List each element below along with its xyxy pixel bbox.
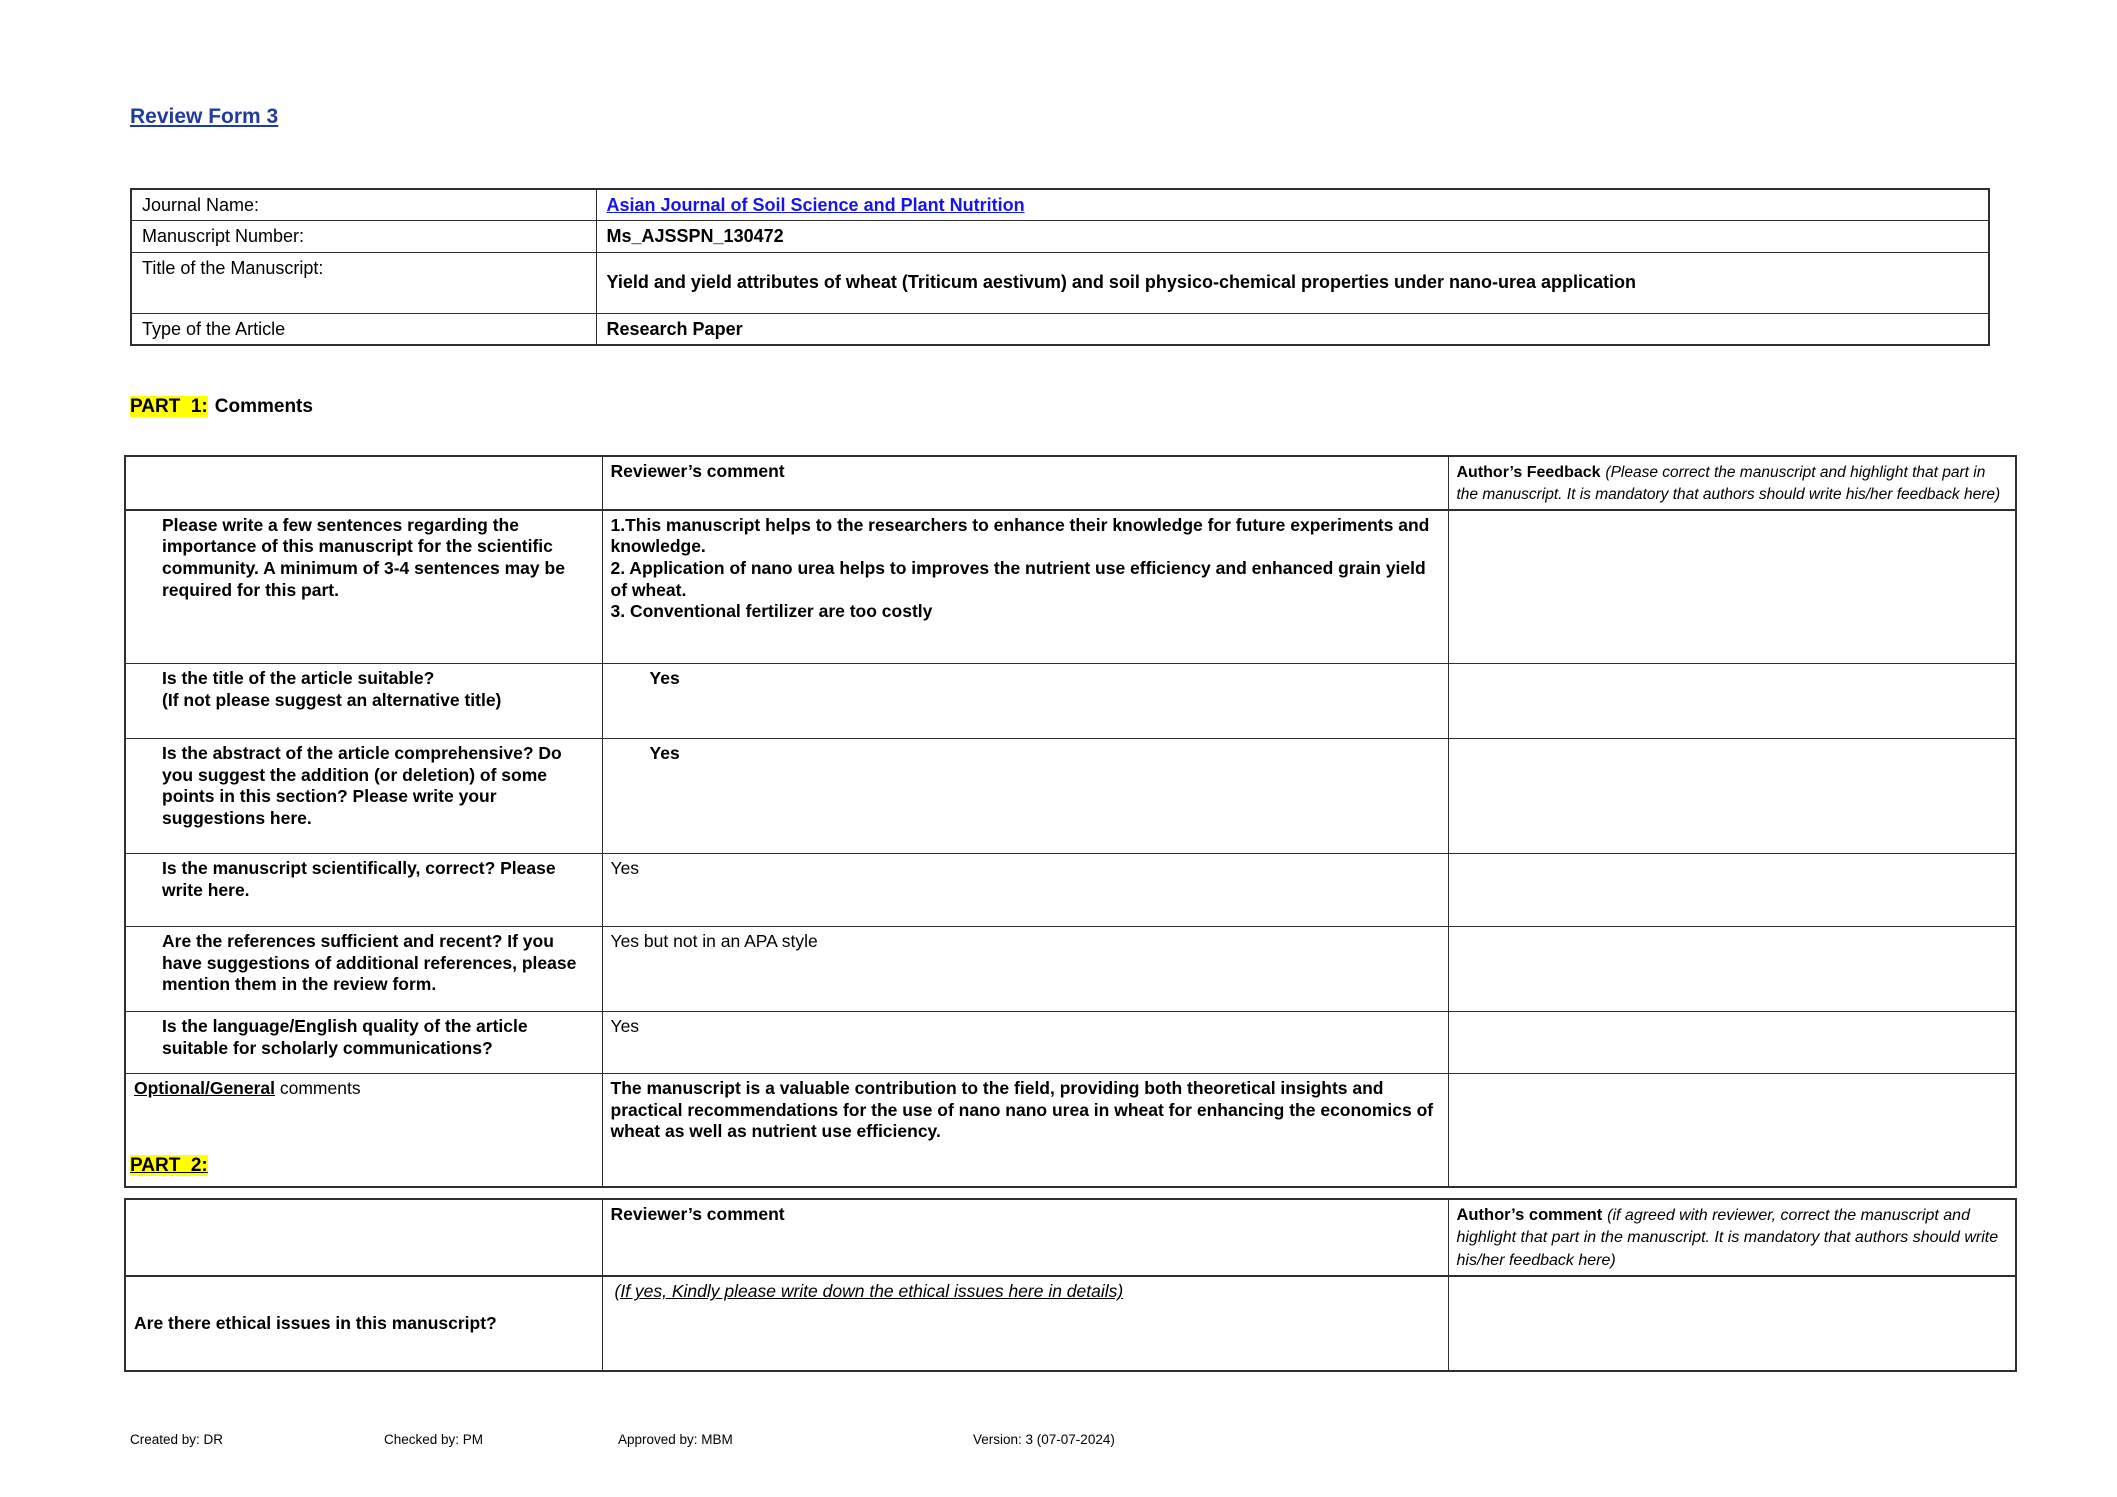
scientifically-correct-author-feedback-cell [1448,854,2016,927]
manuscript-title-value: Yield and yield attributes of wheat (Triticum aestivum) and soil physico-chemical properties under nano-urea application [596,252,1989,313]
language-quality-author-feedback-cell [1448,1012,2016,1074]
part1-header-empty-cell [125,456,602,510]
part1-author-feedback-header: Author’s Feedback (Please correct the manuscript and highlight that part in the manuscript. It is mandatory that authors should write his/her feedback here) [1448,456,2016,510]
part1-heading-suffix: Comments [214,396,313,417]
journal-name-label: Journal Name: [131,189,596,221]
part2-header-row [125,1199,2016,1276]
journal-name-value [596,189,1989,221]
page-title: Review Form 3 [130,105,279,128]
part2-table [124,1198,2017,1372]
ethical-issues-author-comment-cell [1448,1276,2016,1371]
references-question: Are the references sufficient and recent? If you have suggestions of additional references, please mention them in the review form. [125,927,602,1012]
ethical-issues-question: Are there ethical issues in this manuscript? [125,1276,602,1371]
manuscript-number-label: Manuscript Number: [131,221,596,252]
manuscript-number-value: Ms_AJSSPN_130472 [596,221,1989,252]
manuscript-number-row [131,221,1989,252]
language-quality-answer: Yes [602,1012,1448,1074]
ethical-issues-reviewer-cell: (If yes, Kindly please write down the ethical issues here in details) [602,1276,1448,1371]
ethical-issues-row [125,1276,2016,1371]
title-suitable-answer: Yes [602,664,1448,739]
scientifically-correct-question: Is the manuscript scientifically, correct? Please write here. [125,854,602,927]
abstract-author-feedback-cell [1448,739,2016,854]
part1-header-row [125,456,2016,510]
manuscript-title-row [131,252,1989,313]
footer-version: Version: 3 (07-07-2024) [973,1432,1115,1447]
footer-created-by: Created by: DR [130,1432,224,1447]
manuscript-info-table [130,188,1990,346]
references-author-feedback-cell [1448,927,2016,1012]
importance-row [125,510,2016,664]
journal-name-row [131,189,1989,221]
footer-checked-by: Checked by: PM [384,1432,484,1447]
part1-table [124,455,2017,1188]
title-suitable-question: Is the title of the article suitable? (If not please suggest an alternative title) [125,664,602,739]
importance-answer: 1.This manuscript helps to the researchers to enhance their knowledge for future experiments and knowledge. 2. Application of nano urea helps to improves the nutrient use efficiency and enhanced grain yield of wheat. 3. Conventional fertilizer are too costly [602,510,1448,664]
manuscript-title-label: Title of the Manuscript: [131,252,596,313]
abstract-row [125,739,2016,854]
optional-comments-answer: The manuscript is a valuable contribution to the field, providing both theoretical insights and practical recommendations for the use of nano nano urea in wheat for enhancing the economics of wheat as well as nutrient use efficiency. [602,1074,1448,1187]
journal-link[interactable]: Asian Journal of Soil Science and Plant Nutrition [606,195,1025,215]
abstract-answer: Yes [602,739,1448,854]
part2-heading [130,1155,208,1177]
article-type-row [131,313,1989,345]
references-answer: Yes but not in an APA style [602,927,1448,1012]
optional-comments-row [125,1074,2016,1187]
language-quality-row [125,1012,2016,1074]
optional-comments-label: Optional/General comments [125,1074,602,1187]
title-suitable-author-feedback-cell [1448,664,2016,739]
part1-heading [130,396,313,418]
article-type-value: Research Paper [596,313,1989,345]
references-row [125,927,2016,1012]
part2-author-comment-header: Author’s comment (if agreed with reviewer, correct the manuscript and highlight that part in the manuscript. It is mandatory that authors should write his/her feedback here) [1448,1199,2016,1276]
scientifically-correct-answer: Yes [602,854,1448,927]
importance-author-feedback-cell [1448,510,2016,664]
part2-reviewer-comment-header: Reviewer’s comment [602,1199,1448,1276]
part2-heading-highlight: PART 2: [130,1155,208,1176]
importance-question: Please write a few sentences regarding the importance of this manuscript for the scientific community. A minimum of 3-4 sentences may be required for this part. [125,510,602,664]
scientifically-correct-row [125,854,2016,927]
part1-heading-highlight: PART 1: [130,396,208,417]
footer-approved-by: Approved by: MBM [618,1432,733,1447]
optional-comments-author-feedback-cell [1448,1074,2016,1187]
language-quality-question: Is the language/English quality of the article suitable for scholarly communications? [125,1012,602,1074]
title-suitable-row [125,664,2016,739]
part1-reviewer-comment-header: Reviewer’s comment [602,456,1448,510]
article-type-label: Type of the Article [131,313,596,345]
abstract-question: Is the abstract of the article comprehensive? Do you suggest the addition (or deletion) of some points in this section? Please write your suggestions here. [125,739,602,854]
part2-header-empty-cell [125,1199,602,1276]
